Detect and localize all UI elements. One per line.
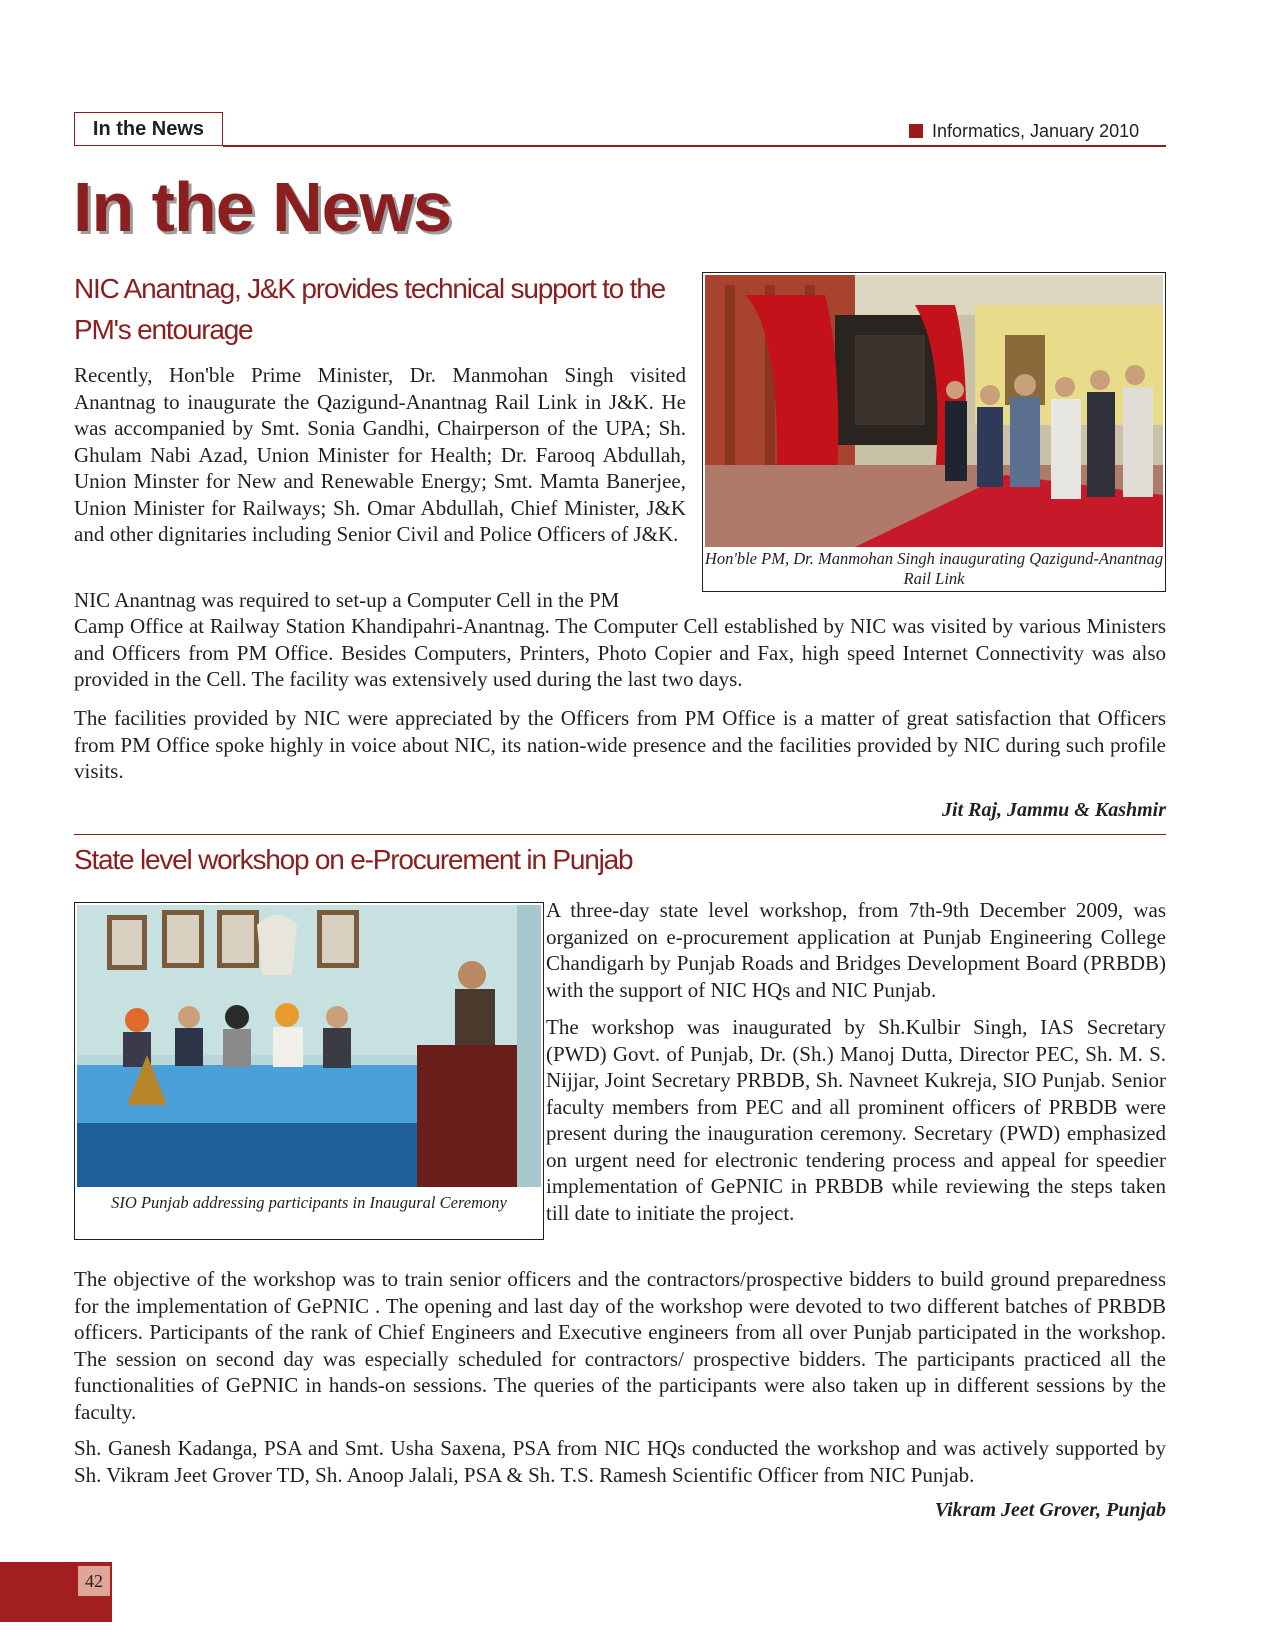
pm-inauguration-photo xyxy=(705,275,1163,547)
page-number: 42 xyxy=(78,1566,110,1596)
article1-headline: NIC Anantnag, J&K provides technical support to the PM's entourage xyxy=(74,273,665,345)
workshop-photo xyxy=(77,905,541,1187)
article2-para4: Sh. Ganesh Kadanga, PSA and Smt. Usha Saxena, PSA from NIC HQs conducted the workshop and was actively supported by Sh. Vikram Jeet Grover TD, Sh. Anoop Jalali, PSA & Sh. T.S. Ramesh Scientific Officer from NIC Punjab. xyxy=(74,1436,1166,1487)
article1-byline: Jit Raj, Jammu & Kashmir xyxy=(942,799,1166,821)
header-rule xyxy=(223,145,1166,147)
article2-para3: The objective of the workshop was to train senior officers and the contractors/prospective bidders to build ground preparedness for the implementation of GePNIC . The opening and last day of the workshop were devoted to two different batches of PRBDB officers. Participants of the rank of Chief Engineers and Executive engineers from all over Punjab participated in the workshop. The session on second day was especially scheduled for contractors/ prospective bidders. The participants practiced all the functionalities of GePNIC in hands-on sessions. The queries of the participants were also taken up in different sessions by the faculty. xyxy=(74,1267,1166,1424)
article1-figure xyxy=(702,272,1166,592)
article1-para1: Recently, Hon'ble Prime Minister, Dr. Manmohan Singh visited Anantnag to inaugurate the Qazigund-Anantnag Rail Link in J&K. He was accompanied by Smt. Sonia Gandhi, Chairperson of the UPA; Sh. Ghulam Nabi Azad, Union Minister for Health; Dr. Farooq Abdullah, Union Minster for New and Renewable Energy; Smt. Mamta Banerjee, Union Minister for Railways; Sh. Omar Abdullah, Chief Minister, J&K and other dignitaries including Senior Civil and Police Officers of J&K. xyxy=(74,363,686,546)
article1-para2: Camp Office at Railway Station Khandipahri-Anantnag. The Computer Cell established by NIC was visited by various Ministers and Officers from PM Office. Besides Computers, Printers, Photo Copier and Fax, high speed Internet Connectivity was also provided in the Cell. The facility was extensively used during the last two days. xyxy=(74,614,1166,691)
article1-para3: The facilities provided by NIC were appreciated by the Officers from PM Office is a matter of great satisfaction that Officers from PM Office spoke highly in voice about NIC, its nation-wide presence and the facilities provided by NIC during such profile visits. xyxy=(74,706,1166,783)
section-tag: In the News xyxy=(74,112,223,146)
article2-byline: Vikram Jeet Grover, Punjab xyxy=(934,1499,1166,1521)
article-divider xyxy=(74,834,1166,835)
issue-label: Informatics, January 2010 xyxy=(932,121,1140,141)
article1-photo-caption: Hon'ble PM, Dr. Manmohan Singh inaugurating Qazigund-Anantnag Rail Link xyxy=(704,549,1164,588)
footer-bar xyxy=(0,1562,72,1622)
article2-headline: State level workshop on e-Procurement in Punjab xyxy=(74,844,633,875)
article2-photo-caption: SIO Punjab addressing participants in Inaugural Ceremony xyxy=(111,1193,507,1212)
page-title: In the News xyxy=(73,168,451,246)
article2-para1: A three-day state level workshop, from 7th-9th December 2009, was organized on e-procurement application at Punjab Engineering College Chandigarh by Punjab Roads and Bridges Development Board (PRBDB) with the support of NIC HQs and NIC Punjab. xyxy=(546,898,1166,1002)
header-square-bullet xyxy=(909,124,923,138)
article2-para2: The workshop was inaugurated by Sh.Kulbir Singh, IAS Secretary (PWD) Govt. of Punjab, Dr. (Sh.) Manoj Dutta, Director PEC, Sh. M. S. Nijjar, Joint Secretary PRBDB, Sh. Navneet Kukreja, SIO Punjab. Senior faculty members from PEC and all prominent officers of PRBDB were present during the inauguration ceremony. Secretary (PWD) emphasized on urgent need for electronic tendering process and appeal for speedier implementation of GePNIC in PRBDB while reviewing the steps taken till date to initiate the project. xyxy=(546,1015,1166,1225)
article2-figure xyxy=(74,902,544,1240)
article1-para2-first-line: NIC Anantnag was required to set-up a Computer Cell in the PM xyxy=(74,588,620,612)
